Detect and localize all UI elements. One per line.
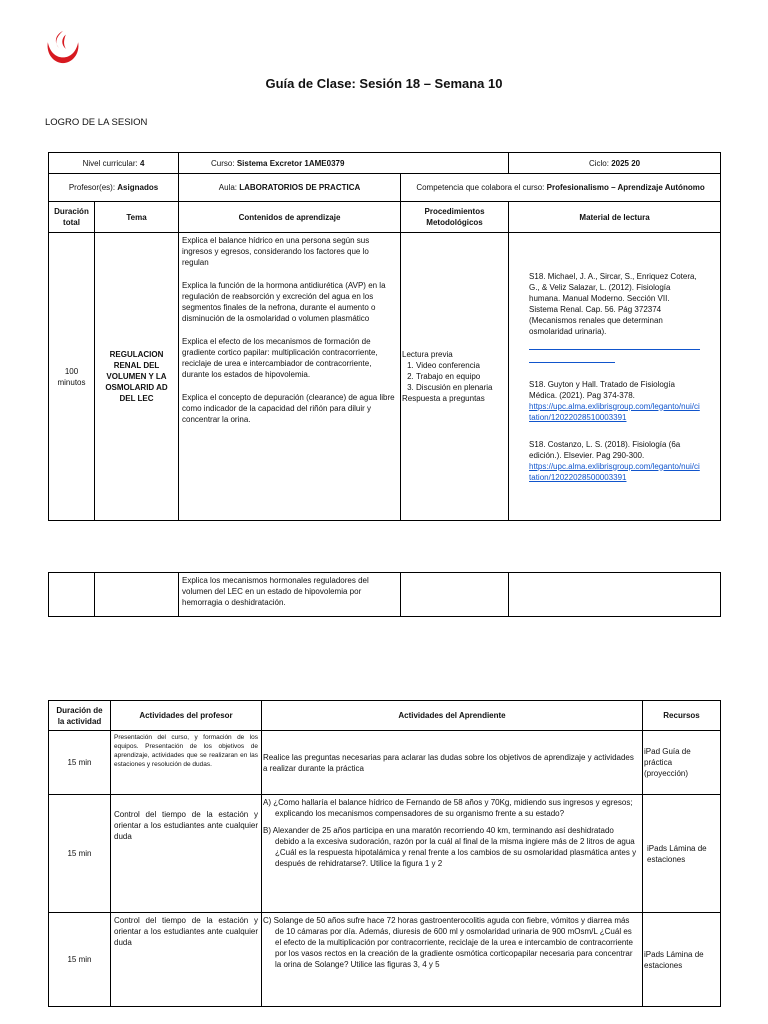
material-item: S18. Costanzo, L. S. (2018). Fisiología (6a edición.). Elsevier. Pag 290-300.	[529, 439, 681, 460]
activities-table	[48, 700, 721, 1007]
material-item: S18. Guyton y Hall. Tratado de Fisiología Médica. (2021). Pag 374-378.	[529, 379, 675, 400]
competencia-cell: Competencia que colabora el curso: Profesionalismo – Aprendizaje Autónomo	[401, 174, 721, 202]
activity-aprendiente	[262, 913, 643, 1007]
empty-cell	[95, 573, 179, 617]
header-contenidos: Contenidos de aprendizaje	[179, 202, 401, 233]
empty-cell	[509, 573, 721, 617]
table-row	[49, 795, 721, 913]
activity-recursos: iPads Lámina de estaciones	[643, 795, 721, 913]
activity-recursos: iPad Guía de práctica (proyección)	[643, 731, 721, 795]
header-profesor: Actividades del profesor	[111, 701, 262, 731]
page-title: Guía de Clase: Sesión 18 – Semana 10	[265, 76, 503, 91]
header-duracion-actividad: Duración de la actividad	[49, 701, 111, 731]
empty-cell	[49, 573, 95, 617]
material-blank-link[interactable]	[529, 337, 700, 350]
contenido-item: Explica el balance hídrico en una persona según sus ingresos y egresos, considerando los factores que lo regulan	[182, 236, 370, 267]
table-row	[49, 731, 721, 795]
aula-cell: Aula: LABORATORIOS DE PRACTICA	[179, 174, 401, 202]
activity-aprendiente	[262, 795, 643, 913]
activity-duration: 15 min	[49, 795, 111, 913]
activity-aprendiente: Realice las preguntas necesarias para aclarar las dudas sobre los objetivos de aprendizaje y actividades a realizar durante la práctica	[262, 731, 643, 795]
activity-duration: 15 min	[49, 731, 111, 795]
activity-profesor: Presentación del curso, y formación de los equipos. Presentación de los objetivos de aprendizaje, actividades que se realizaran en las estaciones y resolución de dudas.	[111, 731, 262, 795]
nivel-cell: Nivel curricular: 4	[49, 153, 179, 174]
proc-outro: Respuesta a preguntas	[402, 394, 485, 403]
ciclo-cell: Ciclo: 2025 20	[509, 153, 721, 174]
header-tema: Tema	[95, 202, 179, 233]
session-info-table	[48, 152, 721, 521]
material-blank-link[interactable]	[529, 350, 615, 363]
material-link[interactable]: https://upc.alma.exlibrisgroup.com/leganto/nui/citation/12022028500003391	[529, 461, 700, 482]
duracion-total: 100 minutos	[49, 233, 95, 521]
tema-cell: REGULACION RENAL DEL VOLUMEN Y LA OSMOLARID AD DEL LEC	[95, 233, 179, 521]
logro-label: LOGRO DE LA SESION	[45, 117, 148, 128]
material-item: S18. Michael, J. A., Sircar, S., Enriquez Cotera, G., & Veliz Salazar, L. (2012). Fisiología humana. Manual Moderno. Sección VII. Sistema Renal. Cap. 56. Pág 372374 (Mecanismos renales que determinan osmolaridad urinaria).	[529, 271, 697, 336]
contenido-item: Explica la función de la hormona antidiurética (AVP) en la regulación de reabsorción y excreción del agua en los segmentos finales de la nefrona, durante el aumento o disminución de la osmolaridad o volumen plasmático	[182, 281, 386, 323]
contenidos-cell	[179, 233, 401, 521]
header-duracion: Duración total	[49, 202, 95, 233]
upc-logo-icon	[44, 29, 82, 65]
continuation-table	[48, 572, 721, 617]
table-row	[49, 913, 721, 1007]
question-c: C) Solange de 50 años sufre hace 72 horas gastroenterocolitis aguda con fiebre, vómitos y diarrea más de 10 cámaras por día. Además, diuresis de 600 ml y osmolaridad urinaria de 900 mOsm/L ¿Cuál es el efecto de la multiplicación por contracorriente, reciclaje de la urea e intercambio de contracorriente por los vasos rectos en la creación de la gradiente osmótica corticopapilar necesaria para concentrar la orina de Solange? Utilice las figuras 3, 4 y 5	[263, 916, 633, 969]
activity-duration: 15 min	[49, 913, 111, 1007]
contenido-item: Explica los mecanismos hormonales reguladores del volumen del LEC en un estado de hipovolemia por hemorragia o deshidratación.	[179, 573, 401, 617]
curso-cell: Curso: Sistema Excretor 1AME0379	[179, 153, 509, 174]
header-material: Material de lectura	[509, 202, 721, 233]
proc-item: 1. Video conferencia	[416, 360, 505, 371]
activity-profesor: Control del tiempo de la estación y orientar a los estudiantes ante cualquier duda	[111, 795, 262, 913]
material-link[interactable]: https://upc.alma.exlibrisgroup.com/leganto/nui/citation/12022028510003391	[529, 401, 700, 422]
question-b: B) Alexander de 25 años participa en una maratón recorriendo 40 km, terminando así deshidratado debido a la excesiva sudoración, razón por la cuál al final de la misma ingiere más de 2 litros de agua ¿Cuál es la respuesta hipotalámica y renal frente a los cambios de su osmolaridad plasmática antes y después de rehidratarse?. Utilice la figura 1 y 2	[263, 826, 637, 868]
proc-item: 2. Trabajo en equipo	[416, 371, 505, 382]
contenido-item: Explica el efecto de los mecanismos de formación de gradiente cortico papilar: multiplicación contracorriente, reciclaje de urea e intercambiador de contracorriente, durante los estados de hipovolemia.	[182, 337, 378, 379]
proc-list	[402, 360, 505, 393]
header-procedimientos: Procedimientos Metodológicos	[401, 202, 509, 233]
header-recursos: Recursos	[643, 701, 721, 731]
empty-cell	[401, 573, 509, 617]
contenido-item: Explica el concepto de depuración (clearance) de agua libre como indicador de la capacidad del riñón para diluir y concentrar la orina.	[182, 393, 395, 424]
procedimientos-cell	[401, 233, 509, 521]
question-a: A) ¿Como hallaría el balance hídrico de Fernando de 58 años y 70Kg, midiendo sus ingresos y egresos; explicando los mecanismos compensadores de su organismo frente a su estado?	[263, 798, 633, 818]
proc-intro: Lectura previa	[402, 350, 453, 359]
profesor-cell: Profesor(es): Asignados	[49, 174, 179, 202]
activity-recursos: iPads Lámina de estaciones	[643, 913, 721, 1007]
material-cell	[509, 233, 721, 521]
activity-profesor: Control del tiempo de la estación y orientar a los estudiantes ante cualquier duda	[111, 913, 262, 1007]
proc-item: 3. Discusión en plenaria	[416, 382, 505, 393]
header-aprendiente: Actividades del Aprendiente	[262, 701, 643, 731]
